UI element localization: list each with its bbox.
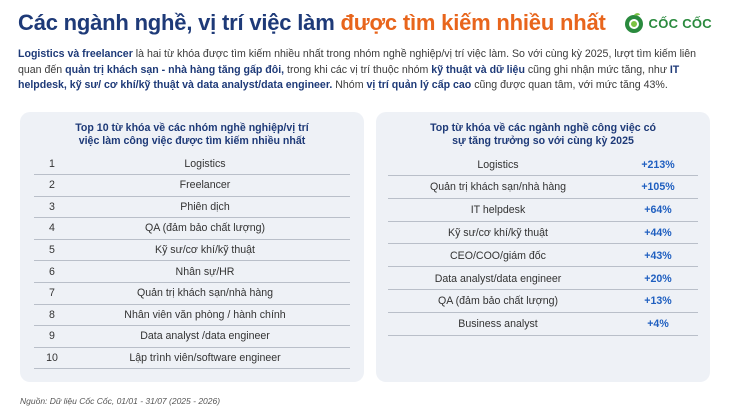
keyword-label: Logistics [184, 157, 226, 170]
intro-text-2: là hai từ khóa được tìm kiếm nhiều nhất trong nhóm nghề nghiệp/vị trí việc làm. So với cùng kỳ 2025, lượt tìm kiếm liên quan đến [18, 48, 697, 76]
keyword-label: Quản trị khách sạn/nhà hàng [136, 287, 274, 300]
rank-number: 3 [49, 200, 55, 213]
source-note: Nguồn: Dữ liệu Cốc Cốc, 01/01 - 31/07 (2025 - 2026) [20, 396, 221, 406]
keyword-row [34, 261, 350, 283]
intro-bold-1: Logistics và freelancer [18, 48, 133, 60]
growth-value: +213% [641, 158, 675, 171]
coccoc-logo [623, 12, 713, 34]
keyword-label: Freelancer [179, 179, 231, 192]
growth-value: +13% [644, 295, 672, 308]
coccoc-logo-icon [623, 12, 645, 34]
intro-bold-3: quản trị khách sạn - nhà hàng tăng gấp đôi, [65, 63, 285, 76]
growth-value: +64% [644, 204, 672, 217]
right-panel-title [376, 122, 710, 148]
logo-text: CỐC CỐC [648, 15, 712, 31]
intro-bold-9: vị trí quản lý cấp cao [366, 79, 472, 91]
intro-text-4: trong khi các vị trí thuộc nhóm [284, 63, 432, 76]
rank-number: 4 [49, 222, 55, 235]
keyword-row [34, 304, 350, 326]
growth-row [388, 245, 698, 267]
intro-bold-7: IT helpdesk, kỹ sư/ cơ khí/kỹ thuật và data analyst/data engineer. [18, 63, 680, 91]
growth-row [388, 291, 698, 313]
keyword-row [34, 175, 350, 197]
keyword-label: Data analyst /data engineer [140, 330, 270, 343]
keyword-label: Kỹ sư/cơ khí/kỹ thuật [448, 226, 548, 239]
intro-text-8: Nhóm [332, 79, 367, 91]
keyword-label: Quản trị khách sạn/nhà hàng [429, 181, 567, 194]
growth-row [388, 222, 698, 244]
rank-number: 7 [49, 287, 55, 300]
intro-text-10: cũng được quan tâm, với mức tăng 43%. [471, 79, 668, 91]
growth-row [388, 154, 698, 176]
rank-number: 2 [49, 179, 55, 192]
growth-row [388, 177, 698, 199]
keyword-label: Kỹ sư/cơ khí/kỹ thuật [155, 243, 255, 256]
growth-row [388, 314, 698, 336]
keyword-label: QA (đảm bảo chất lượng) [144, 222, 266, 235]
growth-row [388, 268, 698, 290]
intro-bold-5: kỹ thuật và dữ liệu [431, 63, 525, 76]
top10-keywords-panel [20, 112, 364, 382]
intro-paragraph [18, 47, 714, 94]
title-highlight: được tìm kiếm nhiều nhất [340, 10, 606, 35]
keyword-row [34, 326, 350, 348]
right-panel-title-line1: Top từ khóa về các ngành nghề công việc có [430, 122, 656, 134]
rank-number: 1 [49, 157, 55, 170]
keyword-label: QA (đảm bảo chất lượng) [437, 295, 559, 308]
growth-keywords-panel [376, 112, 710, 382]
growth-value: +43% [644, 249, 672, 262]
left-panel-title-line1: Top 10 từ khóa về các nhóm nghề nghiệp/vị trí [75, 122, 309, 134]
growth-row [388, 200, 698, 222]
rank-number: 5 [49, 243, 55, 256]
growth-value: +44% [644, 226, 672, 239]
keyword-label: Business analyst [458, 318, 538, 331]
right-panel-title-line2: sự tăng trưởng so với cùng kỳ 2025 [452, 135, 634, 147]
title-main: Các ngành nghề, vị trí việc làm [18, 10, 341, 35]
keyword-row [34, 153, 350, 175]
keyword-row [34, 239, 350, 261]
keyword-label: Phiên dịch [180, 200, 230, 213]
page-title [18, 10, 606, 36]
keyword-label: Data analyst/data engineer [434, 272, 562, 285]
growth-value: +4% [647, 318, 669, 331]
left-panel-title-line2: việc làm công việc được tìm kiếm nhiều nhất [78, 135, 306, 147]
rank-number: 8 [49, 308, 55, 321]
keyword-label: IT helpdesk [470, 204, 526, 217]
rank-number: 9 [49, 330, 55, 343]
keyword-label: Nhân viên văn phòng / hành chính [124, 308, 286, 321]
intro-text-6: cũng ghi nhận mức tăng, như [524, 63, 670, 76]
keyword-row [34, 347, 350, 369]
keyword-row [34, 218, 350, 240]
left-panel-title [20, 122, 364, 148]
rank-number: 10 [46, 351, 58, 364]
keyword-row [34, 283, 350, 305]
keyword-row [34, 196, 350, 218]
keyword-label: Nhân sự/HR [175, 265, 235, 278]
growth-value: +105% [641, 181, 675, 194]
keyword-label: CEO/COO/giám đốc [450, 249, 546, 262]
rank-number: 6 [49, 265, 55, 278]
keyword-label: Logistics [477, 158, 519, 171]
keyword-label: Lập trình viên/software engineer [129, 351, 281, 364]
growth-value: +20% [644, 272, 672, 285]
